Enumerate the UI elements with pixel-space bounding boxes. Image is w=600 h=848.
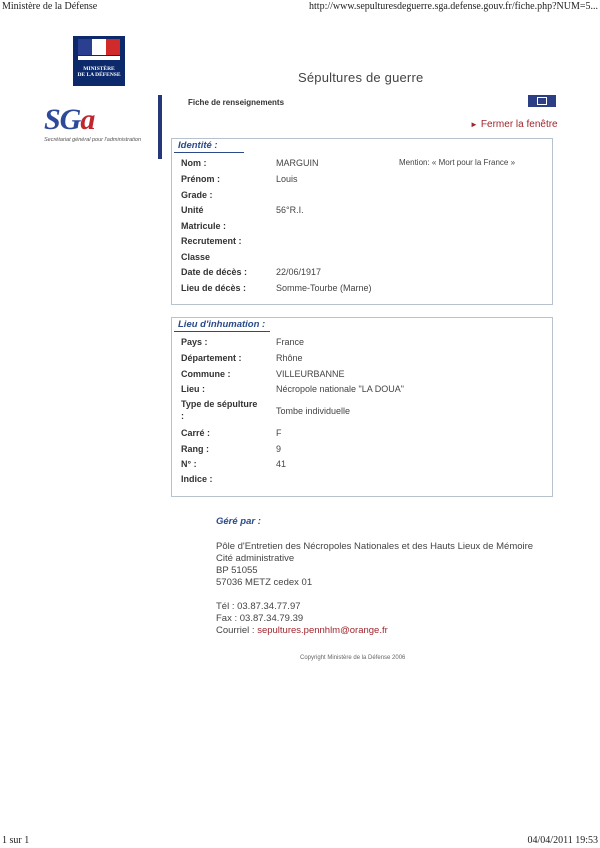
- burial-label: N° :: [181, 459, 197, 469]
- print-header: [0, 0, 600, 14]
- identity-label: Classe: [181, 252, 211, 262]
- print-header-url: http://www.sepulturesdeguerre.sga.defense.gouv.fr/fiche.php?NUM=5...: [309, 1, 598, 12]
- burial-title: Lieu d'inhumation :: [178, 319, 266, 330]
- close-window-link[interactable]: ► Fermer la fenêtre: [470, 119, 558, 130]
- burial-label: Type de sépulture: [181, 399, 258, 409]
- print-header-title: Ministère de la Défense: [2, 1, 98, 12]
- sga-logo-subtitle: Secrétariat général pour l'administration: [44, 137, 142, 143]
- burial-value: France: [276, 337, 305, 347]
- ministry-logo: [73, 36, 125, 86]
- address-line: BP 51055: [216, 565, 258, 576]
- tel: Tél : 03.87.34.77.97: [216, 601, 301, 612]
- email-label: Courriel :: [216, 625, 258, 636]
- burial-label: Lieu :: [181, 384, 205, 394]
- burial-label: Indice :: [181, 474, 213, 484]
- burial-value: Rhône: [276, 353, 303, 363]
- sga-logo: SGa Secrétariat général pour l'administration: [30, 95, 162, 159]
- burial-label: Pays :: [181, 337, 208, 347]
- fax: Fax : 03.87.34.79.39: [216, 613, 304, 624]
- burial-label: Rang :: [181, 444, 209, 454]
- email-line: [216, 625, 388, 636]
- print-icon[interactable]: [528, 95, 556, 107]
- flag-icon: [78, 39, 120, 55]
- mention: Mention: « Mort pour la France »: [399, 158, 516, 167]
- identity-label: Date de décès :: [181, 267, 248, 277]
- identity-label: Matricule :: [181, 221, 227, 231]
- address-line: Pôle d'Entretien des Nécropoles Nationales et des Hauts Lieux de Mémoire: [216, 541, 534, 552]
- burial-value: Nécropole nationale "LA DOUA": [276, 384, 404, 394]
- identity-panel: [171, 138, 553, 305]
- burial-value: 41: [276, 459, 287, 469]
- print-date: 04/04/2011 19:53: [527, 835, 598, 846]
- identity-label: Unité: [181, 205, 204, 215]
- print-footer: [0, 834, 600, 848]
- fiche-label: Fiche de renseignements: [188, 98, 285, 107]
- identity-value: MARGUIN: [276, 158, 319, 168]
- ministry-logo-line2: DE LA DÉFENSE: [77, 72, 121, 78]
- address-line: Cité administrative: [216, 553, 295, 564]
- address-line: 57036 METZ cedex 01: [216, 577, 313, 588]
- identity-label: Recrutement :: [181, 236, 242, 246]
- burial-panel: [171, 317, 553, 497]
- burial-value: VILLEURBANNE: [276, 369, 345, 379]
- identity-label: Grade :: [181, 190, 213, 200]
- managed-by-title: Géré par :: [216, 516, 261, 527]
- identity-value: 22/06/1917: [276, 267, 322, 277]
- identity-label: Lieu de décès :: [181, 283, 247, 293]
- site-title: Sépultures de guerre: [298, 70, 424, 85]
- burial-value: F: [276, 428, 282, 438]
- identity-value: Louis: [276, 174, 298, 184]
- page-count: 1 sur 1: [2, 835, 30, 846]
- identity-value: 56°R.I.: [276, 205, 304, 215]
- burial-label: Carré :: [181, 428, 211, 438]
- identity-label: Nom :: [181, 158, 207, 168]
- burial-value: 9: [276, 444, 282, 454]
- burial-label-cont: :: [181, 411, 184, 421]
- identity-value: Somme-Tourbe (Marne): [276, 283, 372, 293]
- identity-title: Identité :: [178, 140, 218, 151]
- burial-label: Département :: [181, 353, 242, 363]
- copyright: Copyright Ministère de la Défense 2006: [300, 655, 406, 661]
- burial-value: Tombe individuelle: [276, 406, 351, 416]
- burial-label: Commune :: [181, 369, 231, 379]
- email-link[interactable]: sepultures.pennhlm@orange.fr: [257, 625, 388, 636]
- identity-label: Prénom :: [181, 174, 221, 184]
- ministry-logo-line1: MINISTÈRE: [83, 66, 115, 72]
- arrow-right-icon: ►: [470, 120, 478, 129]
